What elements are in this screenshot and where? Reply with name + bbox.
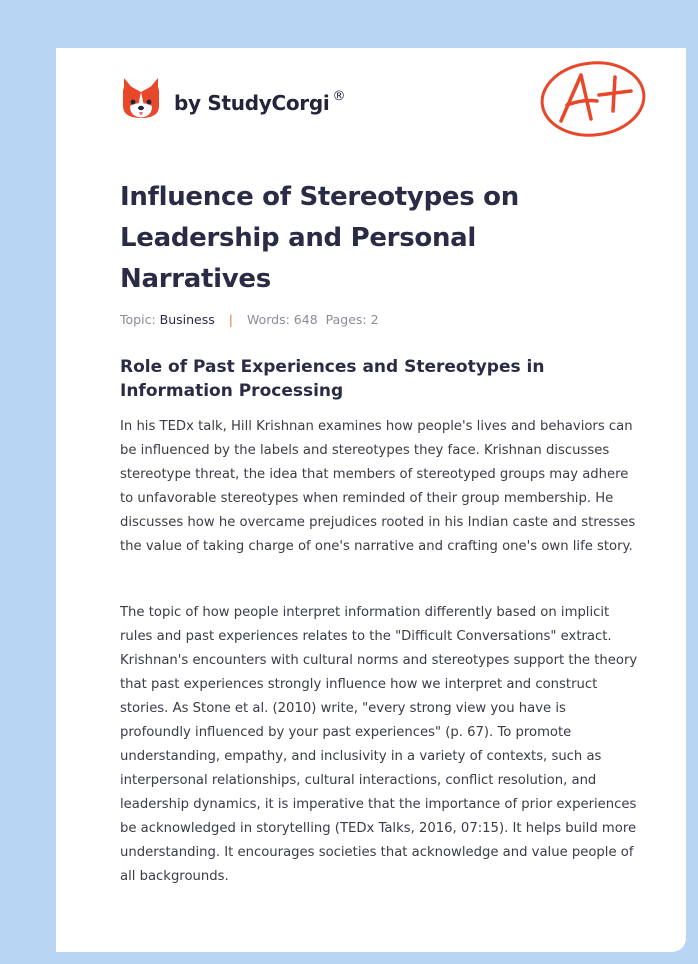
a-plus-grade-icon [539,59,647,139]
document-meta [120,312,379,327]
topic-label: Topic: [120,312,156,327]
words-count: 648 [293,312,318,327]
section-heading: Role of Past Experiences and Stereotypes in Information Processing [120,357,545,401]
studycorgi-logo[interactable] [120,76,345,122]
document-page [56,48,686,952]
corgi-logo-icon [120,76,162,122]
registered-mark: ® [332,89,346,104]
page-title: Influence of Stereotypes on Leadership and Personal Narratives [120,182,519,294]
pages-label: Pages: [325,312,367,327]
meta-separator: | [228,312,233,327]
paragraph-1: In his TEDx talk, Hill Krishnan examines how people's lives and behaviors can be influenced by the labels and stereotypes they face. Krishnan discusses stereotype threat, the idea that members of stereotyped groups may adhere to unfavorable stereotypes when reminded of their group membership. He discusses how he overcame prejudices rooted in his Indian caste and stresses the value of taking charge of one's narrative and crafting one's own life story. [120,419,636,554]
topic-link[interactable]: Business [159,312,215,327]
pages-count: 2 [370,312,379,327]
brand-name: by StudyCorgi ® [174,89,346,115]
paragraph-2: The topic of how people interpret information differently based on implicit rules and past experiences relates to the "Difficult Conversations" extract. Krishnan's encounters with cultural norms and stereotypes support the theory that past experiences strongly influence how we interpret and construct stories. As Stone et al. (2010) write, "every strong view you have is profoundly influenced by your past experiences" (p. 67). To promote understanding, empathy, and inclusivity in a variety of contexts, such as interpersonal relationships, cultural interactions, conflict resolution, and leadership dynamics, it is imperative that the importance of prior experiences be acknowledged in storytelling (TEDx Talks, 2016, 07:15). It helps build more understanding. It encourages societies that acknowledge and value people of all backgrounds. [120,605,638,884]
words-label: Words: [246,312,290,327]
